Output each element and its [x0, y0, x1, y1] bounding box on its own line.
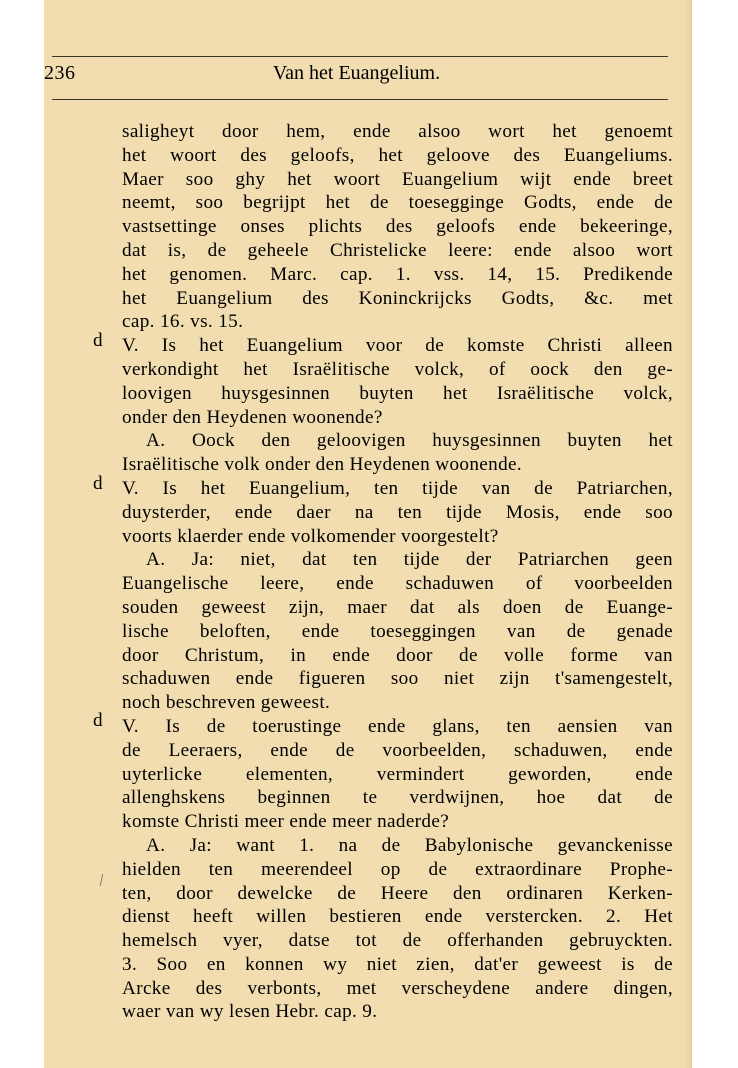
text-line: saligheyt door hem, ende alsoo wort het genoemt	[122, 121, 673, 142]
text-line: voorts klaerder ende volkomender voorgestelt?	[122, 525, 499, 547]
text-line: komste Christi meer ende meer naderde?	[122, 811, 450, 833]
text-line: souden geweest zijn, maer dat als doen de Euange-	[122, 596, 673, 618]
running-header	[44, 62, 669, 92]
header-rule-top	[52, 56, 668, 57]
text-line: vastsettinge onses plichts des geloofs ende bekeeringe,	[122, 216, 673, 238]
text-line: dat is, de geheele Christelicke leere: ende alsoo wort	[122, 239, 673, 261]
text-line: het woort des geloofs, het geloove des Euangeliums.	[122, 144, 673, 166]
text-line: Arcke des verbonts, met verscheydene andere dingen,	[122, 977, 673, 999]
running-title: Van het Euangelium.	[272, 62, 441, 84]
text-line: schaduwen ende figueren soo niet zijn t'samengestelt,	[122, 668, 673, 690]
margin-marker: d	[93, 330, 103, 351]
header-rule-bottom	[52, 99, 668, 100]
question-line: V. Is het Euangelium, ten tijde van de Patriarchen,	[122, 477, 673, 499]
margin-marker: d	[93, 710, 103, 731]
body-text	[122, 120, 673, 1024]
text-line: Maer soo ghy het woort Euangelium wijt ende breet	[122, 168, 673, 190]
answer-line: A. Oock den geloovigen huysgesinnen buyten het	[146, 430, 673, 452]
text-line: hemelsch vyer, datse tot de offerhanden gebruyckten.	[122, 930, 673, 952]
text-line: door Christum, in ende door de volle forme van	[122, 644, 673, 666]
question-line: V. Is de toerustinge ende glans, ten aensien van	[122, 715, 673, 737]
text-line: uyterlicke elementen, vermindert geworden, ende	[122, 763, 673, 785]
answer-line: A. Ja: want 1. na de Babylonische gevanckenisse	[146, 834, 673, 856]
page-edge-shadow	[684, 0, 692, 1068]
text-line: de Leeraers, ende de voorbeelden, schaduwen, ende	[122, 739, 673, 761]
text-line: hielden ten meerendeel op de extraordinare Prophe-	[122, 858, 673, 880]
text-line: waer van wy lesen Hebr. cap. 9.	[122, 1001, 378, 1023]
text-line: Israëlitische volk onder den Heydenen woonende.	[122, 454, 523, 476]
text-line: het Euangelium des Koninckrijcks Godts, &c. met	[122, 287, 673, 309]
text-line: allenghskens beginnen te verdwijnen, hoe dat de	[122, 787, 673, 809]
margin-marker: d	[93, 473, 103, 494]
text-line: onder den Heydenen woonende?	[122, 406, 383, 428]
text-line: duysterder, ende daer na ten tijde Mosis, ende soo	[122, 501, 673, 523]
text-line: lische beloften, ende toeseggingen van de genade	[122, 620, 673, 642]
answer-line: A. Ja: niet, dat ten tijde der Patriarchen geen	[146, 549, 673, 571]
text-line: loovigen huysgesinnen buyten het Israëlitische volck,	[122, 382, 673, 404]
text-line: neemt, soo begrijpt het de toesegginge Godts, ende de	[122, 192, 673, 214]
page-number: 236	[44, 62, 76, 84]
text-line: het genomen. Marc. cap. 1. vss. 14, 15. Predikende	[122, 263, 673, 285]
page-margin-background	[692, 0, 738, 1068]
text-line: noch beschreven geweest.	[122, 692, 331, 714]
text-line: ten, door dewelcke de Heere den ordinaren Kerken-	[122, 882, 673, 904]
text-line: verkondight het Israëlitische volck, of oock den ge-	[122, 358, 673, 380]
text-line: cap. 16. vs. 15.	[122, 311, 244, 333]
text-line: 3. Soo en konnen wy niet zien, dat'er geweest is de	[122, 953, 673, 975]
question-line: V. Is het Euangelium voor de komste Christi alleen	[122, 335, 673, 357]
text-line: Euangelische leere, ende schaduwen of voorbeelden	[122, 573, 673, 595]
text-line: dienst heeft willen bestieren ende verstercken. 2. Het	[122, 906, 673, 928]
